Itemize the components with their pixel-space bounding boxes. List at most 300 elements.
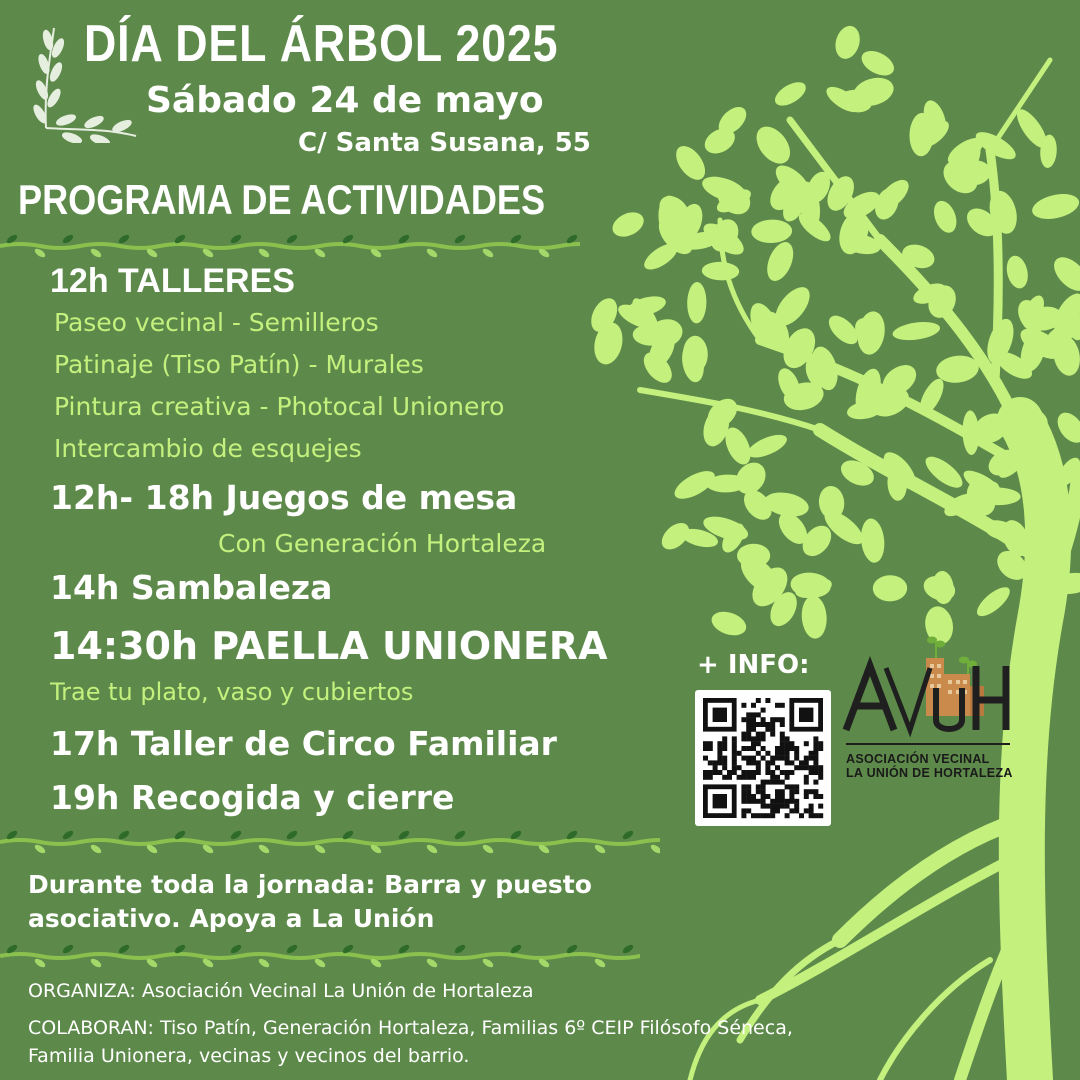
- vine-stem: [0, 840, 660, 844]
- paella-heading: 14:30h PAELLA UNIONERA: [50, 624, 608, 668]
- qr-module: [713, 760, 718, 765]
- qr-module: [813, 794, 818, 799]
- qr-module: [813, 756, 818, 761]
- vine-leaf: [313, 957, 326, 969]
- qr-module: [789, 770, 794, 775]
- vine-leaf: [453, 233, 466, 245]
- tree-leaf: [920, 572, 958, 605]
- qr-module: [751, 775, 756, 780]
- qr-module: [756, 736, 761, 741]
- qr-module: [785, 813, 790, 818]
- qr-module: [794, 784, 799, 789]
- qr-finder-core: [799, 708, 813, 722]
- qr-finder-core: [713, 708, 727, 722]
- vine-leaf: [33, 957, 46, 969]
- vine-leaf: [313, 247, 326, 259]
- qr-module: [741, 808, 746, 813]
- tree-leaf: [701, 261, 739, 281]
- qr-module: [756, 741, 761, 746]
- qr-module: [746, 775, 751, 780]
- qr-module: [780, 751, 785, 756]
- talleres-line-3: Pintura creativa - Photocal Unionero: [54, 392, 505, 421]
- qr-module: [756, 712, 761, 717]
- qr-module: [708, 741, 713, 746]
- tree-leaf: [708, 607, 749, 639]
- qr-module: [775, 808, 780, 813]
- qr-module: [785, 741, 790, 746]
- vine-stem: [0, 244, 580, 248]
- qr-module: [722, 736, 727, 741]
- qr-module: [756, 770, 761, 775]
- qr-module: [789, 799, 794, 804]
- qr-module: [751, 722, 756, 727]
- qr-module: [799, 813, 804, 818]
- qr-module: [756, 732, 761, 737]
- qr-module: [813, 770, 818, 775]
- qr-module: [761, 746, 766, 751]
- qr-module: [761, 789, 766, 794]
- tree-leaf: [1052, 408, 1080, 448]
- circo-heading: 17h Taller de Circo Familiar: [50, 724, 557, 763]
- qr-module: [732, 751, 737, 756]
- qr-module: [789, 794, 794, 799]
- vine-leaf: [481, 843, 494, 855]
- qr-module: [818, 775, 823, 780]
- qr-module: [732, 756, 737, 761]
- qr-module: [751, 794, 756, 799]
- organiza-text: ORGANIZA: Asociación Vecinal La Unión de Hortaleza: [28, 980, 534, 1002]
- vine-leaf: [285, 943, 298, 955]
- qr-module: [737, 775, 742, 780]
- qr-module: [765, 794, 770, 799]
- vine-leaf: [61, 829, 74, 841]
- qr-module: [818, 794, 823, 799]
- qr-module: [809, 789, 814, 794]
- qr-module: [732, 760, 737, 765]
- qr-module: [818, 741, 823, 746]
- qr-module: [775, 804, 780, 809]
- qr-module: [770, 732, 775, 737]
- qr-module: [746, 794, 751, 799]
- qr-module: [770, 808, 775, 813]
- qr-module: [741, 813, 746, 818]
- tree-leaf: [789, 571, 831, 599]
- qr-finder-core: [713, 794, 727, 808]
- qr-module: [741, 746, 746, 751]
- qr-module: [761, 780, 766, 785]
- qr-module: [789, 789, 794, 794]
- qr-module: [785, 760, 790, 765]
- qr-module: [789, 760, 794, 765]
- vine-leaf: [621, 829, 634, 841]
- qr-module: [789, 741, 794, 746]
- vine-leaf: [61, 233, 74, 245]
- program-heading: PROGRAMA DE ACTIVIDADES: [18, 176, 546, 223]
- qr-module: [818, 804, 823, 809]
- tree-leaf: [800, 595, 828, 640]
- qr-module: [813, 751, 818, 756]
- qr-module: [813, 780, 818, 785]
- vine-leaf: [229, 943, 242, 955]
- qr-module: [780, 732, 785, 737]
- qr-module: [804, 756, 809, 761]
- qr-module: [780, 794, 785, 799]
- tree-leaf: [687, 282, 707, 324]
- qr-module: [818, 770, 823, 775]
- qr-module: [780, 780, 785, 785]
- vine-leaf: [89, 843, 102, 855]
- vine-leaf: [453, 943, 466, 955]
- qr-module: [804, 780, 809, 785]
- qr-module: [789, 784, 794, 789]
- tree-leaf: [1048, 251, 1080, 297]
- tree-leaf: [930, 198, 961, 236]
- qr-module: [775, 789, 780, 794]
- vine-leaf: [117, 943, 130, 955]
- qr-module: [794, 746, 799, 751]
- qr-module: [713, 770, 718, 775]
- cierre-heading: 19h Recogida y cierre: [50, 778, 455, 817]
- juegos-sub: Con Generación Hortaleza: [218, 529, 547, 558]
- qr-module: [765, 698, 770, 703]
- qr-module: [746, 799, 751, 804]
- qr-module: [756, 789, 761, 794]
- qr-module: [775, 756, 780, 761]
- qr-module: [794, 808, 799, 813]
- qr-module: [756, 698, 761, 703]
- qr-module: [780, 770, 785, 775]
- qr-module: [799, 760, 804, 765]
- talleres-line-1: Paseo vecinal - Semilleros: [54, 308, 379, 337]
- vine-leaf: [257, 247, 270, 259]
- qr-module: [765, 751, 770, 756]
- qr-module: [703, 741, 708, 746]
- qr-module: [746, 784, 751, 789]
- qr-module: [785, 804, 790, 809]
- qr-module: [780, 789, 785, 794]
- qr-module: [780, 736, 785, 741]
- qr-module: [785, 799, 790, 804]
- talleres-line-4: Intercambio de esquejes: [54, 434, 362, 463]
- qr-module: [717, 741, 722, 746]
- qr-module: [780, 717, 785, 722]
- talleres-line-2: Patinaje (Tiso Patín) - Murales: [54, 350, 424, 379]
- qr-module: [780, 799, 785, 804]
- vine-leaf: [257, 957, 270, 969]
- qr-module: [756, 751, 761, 756]
- qr-module: [794, 799, 799, 804]
- qr-module: [809, 765, 814, 770]
- qr-module: [785, 770, 790, 775]
- qr-module: [809, 756, 814, 761]
- qr-module: [813, 765, 818, 770]
- qr-module: [775, 765, 780, 770]
- vine-leaf: [481, 247, 494, 259]
- qr-module: [770, 775, 775, 780]
- qr-module: [804, 789, 809, 794]
- vine-leaf: [453, 829, 466, 841]
- logo-text-line1: ASOCIACIÓN VECINAL: [846, 752, 990, 766]
- qr-module: [741, 756, 746, 761]
- logo-text-line2: LA UNIÓN DE HORTALEZA: [846, 766, 1013, 780]
- qr-module: [746, 760, 751, 765]
- qr-module: [794, 765, 799, 770]
- qr-module: [780, 804, 785, 809]
- qr-module: [770, 770, 775, 775]
- vine-leaf: [229, 829, 242, 841]
- qr-module: [708, 775, 713, 780]
- qr-module: [746, 717, 751, 722]
- vine-leaf: [481, 957, 494, 969]
- qr-module: [722, 756, 727, 761]
- tree-leaf: [762, 238, 798, 284]
- qr-module: [775, 775, 780, 780]
- qr-module: [761, 708, 766, 713]
- qr-module: [746, 732, 751, 737]
- qr-module: [741, 775, 746, 780]
- qr-module: [818, 765, 823, 770]
- tree-leaf: [973, 582, 1015, 621]
- qr-module: [761, 736, 766, 741]
- tree-leaf: [771, 77, 810, 110]
- vine-leaf: [285, 829, 298, 841]
- vine-leaf: [285, 233, 298, 245]
- vine-leaf: [89, 957, 102, 969]
- tree-leaf: [670, 141, 711, 185]
- qr-module: [746, 727, 751, 732]
- qr-module: [765, 780, 770, 785]
- qr-module: [732, 746, 737, 751]
- qr-module: [813, 741, 818, 746]
- qr-module: [761, 794, 766, 799]
- qr-module: [746, 789, 751, 794]
- qr-module: [775, 703, 780, 708]
- qr-module: [813, 746, 818, 751]
- qr-module: [751, 727, 756, 732]
- qr-module: [765, 765, 770, 770]
- qr-module: [741, 732, 746, 737]
- qr-module: [775, 746, 780, 751]
- qr-module: [737, 765, 742, 770]
- qr-module: [741, 784, 746, 789]
- qr-module: [818, 813, 823, 818]
- qr-module: [794, 751, 799, 756]
- tree-leaf: [832, 23, 864, 62]
- qr-module: [765, 813, 770, 818]
- qr-module: [770, 756, 775, 761]
- jornada-note: Durante toda la jornada: Barra y puesto asociativo. Apoya a La Unión: [28, 870, 592, 933]
- qr-module: [703, 756, 708, 761]
- tree-leaves: [586, 23, 1080, 646]
- talleres-heading: 12h TALLERES: [50, 262, 295, 300]
- tree-leaf: [891, 319, 941, 342]
- vine-divider-top: [0, 230, 580, 262]
- qr-module: [717, 756, 722, 761]
- qr-module: [751, 717, 756, 722]
- vine-stem: [0, 954, 640, 958]
- qr-module: [722, 741, 727, 746]
- qr-module: [727, 775, 732, 780]
- qr-module: [741, 794, 746, 799]
- qr-module: [756, 799, 761, 804]
- qr-module: [785, 775, 790, 780]
- qr-module: [785, 784, 790, 789]
- qr-module: [751, 756, 756, 761]
- paella-sub: Trae tu plato, vaso y cubiertos: [50, 678, 414, 706]
- qr-module: [751, 799, 756, 804]
- qr-module: [770, 727, 775, 732]
- qr-module: [770, 804, 775, 809]
- qr-module: [703, 746, 708, 751]
- qr-module: [770, 799, 775, 804]
- qr-module: [756, 813, 761, 818]
- qr-module: [756, 765, 761, 770]
- vine-leaf: [33, 247, 46, 259]
- qr-module: [741, 799, 746, 804]
- tree-leaf: [1030, 190, 1080, 223]
- qr-module: [765, 770, 770, 775]
- qr-module: [741, 736, 746, 741]
- qr-module: [746, 722, 751, 727]
- qr-module: [770, 813, 775, 818]
- qr-module: [794, 789, 799, 794]
- vine-leaf: [425, 843, 438, 855]
- qr-module: [780, 741, 785, 746]
- tree-leaf: [745, 430, 790, 462]
- vine-divider-bottom: [0, 938, 640, 974]
- vine-leaf: [229, 233, 242, 245]
- qr-module: [775, 717, 780, 722]
- qr-module: [770, 722, 775, 727]
- qr-module: [780, 756, 785, 761]
- qr-module: [756, 760, 761, 765]
- qr-module: [785, 756, 790, 761]
- qr-module: [765, 727, 770, 732]
- qr-module: [785, 736, 790, 741]
- qr-module: [789, 808, 794, 813]
- qr-module: [804, 794, 809, 799]
- vine-leaf: [117, 233, 130, 245]
- qr-module: [732, 736, 737, 741]
- qr-module: [761, 756, 766, 761]
- qr-module: [751, 770, 756, 775]
- qr-module: [765, 722, 770, 727]
- qr-module: [780, 703, 785, 708]
- qr-module: [708, 770, 713, 775]
- qr-module: [708, 746, 713, 751]
- qr-module: [809, 813, 814, 818]
- qr-module: [722, 746, 727, 751]
- vine-leaf: [89, 247, 102, 259]
- qr-module: [818, 746, 823, 751]
- qr-module: [761, 799, 766, 804]
- qr-module: [737, 751, 742, 756]
- qr-module: [785, 751, 790, 756]
- vine-leaf: [313, 843, 326, 855]
- qr-module: [794, 804, 799, 809]
- qr-module: [751, 736, 756, 741]
- qr-module: [761, 722, 766, 727]
- vine-leaf: [593, 957, 606, 969]
- juegos-heading: 12h- 18h Juegos de mesa: [50, 478, 518, 517]
- qr-module: [794, 756, 799, 761]
- qr-module: [717, 751, 722, 756]
- qr-module: [761, 784, 766, 789]
- qr-module: [708, 760, 713, 765]
- qr-module: [775, 794, 780, 799]
- event-address: C/ Santa Susana, 55: [298, 128, 591, 158]
- info-label: + INFO:: [697, 650, 810, 680]
- qr-module: [804, 765, 809, 770]
- qr-module: [804, 808, 809, 813]
- tree-leaf: [859, 517, 887, 564]
- qr-module: [813, 789, 818, 794]
- vine-leaf: [257, 843, 270, 855]
- qr-module: [717, 760, 722, 765]
- vine-leaf: [33, 843, 46, 855]
- qr-module: [799, 765, 804, 770]
- qr-module: [751, 746, 756, 751]
- qr-module: [775, 751, 780, 756]
- qr-module: [746, 770, 751, 775]
- colaboran-text-2: Familia Unionera, vecinas y vecinos del barrio.: [28, 1045, 470, 1067]
- qr-module: [761, 804, 766, 809]
- tree-leaf: [858, 46, 899, 81]
- vine-divider-middle: [0, 822, 660, 862]
- qr-module: [770, 717, 775, 722]
- qr-module: [751, 703, 756, 708]
- qr-module: [751, 760, 756, 765]
- qr-module: [722, 765, 727, 770]
- qr-module: [804, 775, 809, 780]
- vine-leaf: [425, 957, 438, 969]
- qr-module: [785, 746, 790, 751]
- event-date: Sábado 24 de mayo: [146, 80, 544, 121]
- qr-module: [717, 770, 722, 775]
- vine-leaf: [621, 943, 634, 955]
- qr-module: [770, 780, 775, 785]
- tree-leaf: [608, 207, 647, 241]
- vine-leaf: [593, 843, 606, 855]
- qr-module: [761, 813, 766, 818]
- qr-module: [809, 751, 814, 756]
- vine-leaf: [117, 829, 130, 841]
- qr-module: [809, 808, 814, 813]
- qr-module: [713, 765, 718, 770]
- qr-module: [746, 712, 751, 717]
- qr-module: [765, 760, 770, 765]
- qr-module: [703, 775, 708, 780]
- qr-module: [741, 703, 746, 708]
- qr-module: [746, 808, 751, 813]
- qr-module: [775, 799, 780, 804]
- qr-module: [789, 746, 794, 751]
- qr-module: [751, 741, 756, 746]
- qr-module: [804, 741, 809, 746]
- qr-code-icon[interactable]: [695, 690, 831, 826]
- qr-module: [780, 746, 785, 751]
- qr-module: [751, 813, 756, 818]
- qr-module: [746, 746, 751, 751]
- sambaleza-heading: 14h Sambaleza: [50, 568, 333, 607]
- tree-leaf: [750, 120, 797, 170]
- vine-leaf: [61, 943, 74, 955]
- qr-module: [732, 770, 737, 775]
- qr-module: [727, 770, 732, 775]
- qr-module: [813, 813, 818, 818]
- qr-code-pattern: [695, 690, 831, 826]
- qr-module: [770, 760, 775, 765]
